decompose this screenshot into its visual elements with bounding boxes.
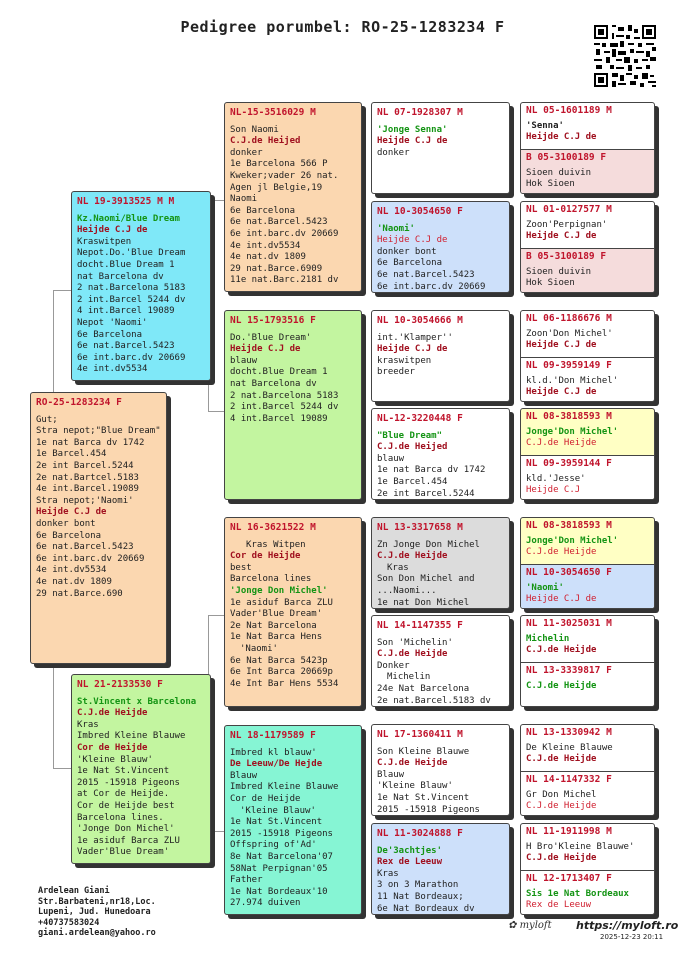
card-line: 1e Barcel.454	[377, 476, 448, 487]
card-reg: NL 17-1360411 M	[377, 729, 463, 740]
gen4-card-2[interactable]	[520, 201, 655, 293]
card-line: 'Senna'	[526, 120, 564, 131]
card-line: 6e int.barc.dv 20669	[377, 281, 486, 292]
gen4-card-4[interactable]	[520, 408, 655, 500]
gen4-card-5[interactable]	[520, 517, 655, 609]
connector-line	[53, 660, 72, 769]
card-line: 'Kleine Blauw'	[240, 805, 316, 816]
owner-contact	[38, 886, 156, 939]
dam-reg: NL 21-2133530 F	[77, 679, 163, 690]
card-line: 27.974 duiven	[230, 898, 301, 909]
card-line: Sis 1e Nat Bordeaux	[526, 888, 629, 899]
card-line: Son Don Michel and	[377, 574, 475, 585]
card-reg: NL 07-1928307 M	[377, 107, 463, 118]
card-line: Hok Sioen	[526, 278, 575, 289]
card-line: 1e Barcel.454	[36, 449, 107, 460]
qr-code-icon	[592, 23, 658, 89]
card-line: kraswitpen	[377, 355, 432, 366]
gen4-card-1[interactable]	[520, 102, 655, 194]
logo-text: myloft	[519, 920, 552, 931]
card-reg: NL 08-3818593 M	[526, 520, 612, 531]
card-line: 'Jonge Don Michel'	[230, 585, 328, 596]
dam-dam-card[interactable]	[224, 725, 362, 915]
card-line: 8e Nat Barcelona'07	[230, 851, 333, 862]
card-line: 1e Nat St.Vincent	[77, 766, 170, 777]
card-line: 4e int.dv5534	[77, 364, 148, 375]
gen3-card-1[interactable]	[371, 102, 510, 194]
card-line: 6e int.barc.dv 20669	[36, 553, 145, 564]
card-line: donker bont	[377, 246, 437, 257]
card-line: 2e Nat Barcelona	[230, 620, 317, 631]
card-line: 'Naomi'	[377, 223, 415, 234]
card-line: 6e Nat Barca 5423p	[230, 655, 328, 666]
card-line: 6e nat.Barcel.5423	[230, 217, 328, 228]
card-line: 4 int.Barcel 19089	[230, 413, 328, 424]
card-reg: NL 16-3621522 M	[230, 522, 316, 533]
card-line: De Leeuw/De Hejde	[230, 759, 323, 770]
card-line: Agen jl Belgie,19	[230, 182, 323, 193]
card-line: De Kleine Blauwe	[526, 742, 613, 753]
card-reg: NL 13-3317658 M	[377, 522, 463, 533]
card-line: 1e asiduf Barca ZLU	[77, 835, 180, 846]
card-line: blauw	[377, 453, 405, 464]
card-line: nat Barcelona dv	[230, 378, 317, 389]
sire-card[interactable]	[71, 191, 211, 381]
card-line: Offspring of'Ad'	[230, 840, 317, 851]
card-line: 4e nat.dv 1809	[36, 576, 112, 587]
card-line: De'3achtjes'	[377, 845, 443, 856]
card-reg: NL 08-3818593 M	[526, 411, 612, 422]
card-line: 6e int.barc.dv 20669	[230, 228, 339, 239]
card-line: Zn Jonge Don Michel	[377, 539, 480, 550]
card-line: 'Kleine Blauw'	[377, 781, 453, 792]
card-line: Nepot.Do.'Blue Dream	[77, 248, 186, 259]
card-line: Jonge'Don Michel'	[526, 426, 619, 437]
card-line: C.J.de Heijde	[526, 645, 597, 656]
card-line: 2e int Barcel.5244	[377, 488, 475, 499]
card-line: 'Jonge Don Michel'	[77, 824, 175, 835]
sire-sire-card[interactable]	[224, 102, 362, 292]
card-line: Kz.Naomi/Blue Dream	[77, 213, 180, 224]
card-line: St.Vincent x Barcelona	[77, 696, 197, 707]
card-line: Cor de Heijde	[230, 793, 301, 804]
gen3-card-5[interactable]	[371, 517, 510, 609]
card-line: C.J.de Heijde	[526, 547, 597, 558]
card-line: Zoon'Don Michel'	[526, 328, 613, 339]
card-reg: NL 14-1147332 F	[526, 774, 612, 785]
card-reg: B 05-3100189 F	[526, 152, 607, 163]
card-line: 4e Int Bar Hens 5534	[230, 678, 339, 689]
gen4-card-8[interactable]	[520, 823, 655, 915]
card-line: Rex de Leeuw	[377, 857, 443, 868]
card-line: 1e Nat Barca Hens	[230, 632, 323, 643]
card-line: Kras	[387, 562, 409, 573]
card-line: breeder	[377, 367, 415, 378]
subject-card[interactable]	[30, 392, 167, 664]
owner-city: Lupeni, Jud. Hunedoara	[38, 907, 151, 918]
card-line: Nepot 'Naomi'	[77, 317, 148, 328]
card-line: Son Naomi	[230, 124, 279, 135]
card-line: 29 nat.Barce.6909	[230, 263, 323, 274]
card-reg: NL 09-3959144 F	[526, 458, 612, 469]
gen4-card-6[interactable]	[520, 615, 655, 707]
card-reg: NL 05-1601189 M	[526, 105, 612, 116]
sire-reg: NL 19-3913525 M M	[77, 196, 175, 207]
card-line: Gr Don Michel	[526, 789, 597, 800]
subject-reg: RO-25-1283234 F	[36, 397, 122, 408]
card-line: Gut;	[36, 414, 58, 425]
card-line: 6e Int Barca 20669p	[230, 667, 333, 678]
card-line: 4e nat.dv 1809	[230, 252, 306, 263]
card-line: 1e Nat St.Vincent	[377, 792, 470, 803]
card-line: 6e Barcelona	[36, 530, 102, 541]
card-line: kl.d.'Don Michel'	[526, 375, 619, 386]
card-reg: NL-12-3220448 F	[377, 413, 463, 424]
card-line: 11e nat.Barc.2181 dv	[230, 275, 339, 286]
card-reg: NL 10-3054650 F	[526, 567, 612, 578]
card-line: 1e nat Barca dv 1742	[36, 437, 145, 448]
card-line: donker	[377, 147, 410, 158]
card-line: 2e int Barcel.5244	[36, 460, 134, 471]
card-line: nat Barcelona dv	[77, 271, 164, 282]
card-line: Vader'Blue Dream'	[77, 847, 170, 858]
card-line: 2e nat.Barcel.5183 dv	[377, 695, 491, 706]
card-reg: NL 18-1179589 F	[230, 730, 316, 741]
card-line: 6e Barcelona	[377, 258, 443, 269]
card-line: 1e Barcelona 566 P	[230, 159, 328, 170]
card-line: 2015 -15918 Pigeons	[377, 804, 480, 815]
card-line: Heijde C.J de	[526, 387, 597, 398]
card-line: Kras	[377, 868, 399, 879]
card-line: Father	[230, 875, 263, 886]
card-line: 6e Barcelona	[230, 205, 296, 216]
card-reg: NL 09-3959149 F	[526, 360, 612, 371]
card-line: C.J.de Heijde	[526, 680, 597, 691]
card-line: 6e Barcelona	[77, 329, 143, 340]
card-reg: NL 13-1330942 M	[526, 727, 612, 738]
card-line: "Blue Dream"	[377, 430, 443, 441]
card-line: C.J.de Heijde	[526, 853, 597, 864]
card-line: 2e nat.Bartcel.5183	[36, 472, 139, 483]
card-reg: NL 13-3339817 F	[526, 665, 612, 676]
card-line: 2015 -15918 Pigeons	[230, 828, 333, 839]
card-reg: NL 14-1147355 F	[377, 620, 463, 631]
card-line: Vader'Blue Dream'	[230, 609, 323, 620]
card-line: C.J.de Heijde	[377, 758, 448, 769]
card-line: Heijde C.J de	[526, 231, 597, 242]
card-line: C.J.de Heijde	[526, 438, 597, 449]
card-reg: NL 06-1186676 M	[526, 313, 612, 324]
card-line: Sioen duivin	[526, 266, 592, 277]
card-line: Hok Sioen	[526, 179, 575, 190]
sire-dam-card[interactable]	[224, 310, 362, 500]
card-line: Heijde C.J de	[230, 344, 301, 355]
card-line: 24e Nat Barcelona	[377, 683, 470, 694]
card-line: C.J.de Heijed	[377, 442, 448, 453]
card-line: 4e int.dv5534	[36, 565, 107, 576]
dam-card[interactable]	[71, 674, 211, 864]
card-line: Heijde C.J de	[377, 235, 448, 246]
card-line: C.J.de Heijde	[526, 754, 597, 765]
card-line: 11 Nat Bordeaux;	[377, 891, 464, 902]
card-line: Heijde C.J	[526, 485, 581, 496]
card-line: 1e nat Barca dv 1742	[377, 465, 486, 476]
card-line: Naomi	[230, 194, 258, 205]
card-reg: B 05-3100189 F	[526, 251, 607, 262]
card-line: Rex de Leeuw	[526, 900, 592, 911]
card-line: Kweker;vader 26 nat.	[230, 170, 339, 181]
card-line: 1e asiduf Barca ZLU	[230, 597, 333, 608]
card-line: Barcelona lines.	[77, 812, 164, 823]
card-line: Stra nepot;'Naomi'	[36, 495, 134, 506]
gen3-card-8[interactable]	[371, 823, 510, 915]
card-line: 1e Nat St.Vincent	[230, 817, 323, 828]
card-line: 'Kleine Blauw'	[77, 754, 153, 765]
card-line: Heijde C.J de	[36, 507, 107, 518]
owner-street: Str.Barbateni,nr18,Loc.	[38, 896, 156, 907]
card-line: 6e nat.Barcel.5423	[77, 341, 175, 352]
gen4-card-3[interactable]	[520, 310, 655, 402]
card-line: Kraswitpen	[77, 236, 132, 247]
card-line: 1e nat Don Michel	[377, 597, 470, 608]
gen3-card-6[interactable]	[371, 615, 510, 707]
gen3-card-4[interactable]	[371, 408, 510, 500]
card-line: donker	[230, 147, 263, 158]
card-reg: NL 11-1911998 M	[526, 826, 612, 837]
card-line: 2 nat.Barcelona 5183	[230, 390, 339, 401]
card-line: 2 nat.Barcelona 5183	[77, 283, 186, 294]
gen3-card-7[interactable]	[371, 724, 510, 816]
card-line: Blauw	[230, 770, 258, 781]
myloft-logo-icon: ✿ myloft	[508, 920, 552, 931]
card-line: Imbred kl blauw'	[230, 747, 317, 758]
card-reg: NL 11-3025031 M	[526, 618, 612, 629]
dam-sire-card[interactable]	[224, 517, 362, 707]
card-line: 58Nat Perpignan'05	[230, 863, 328, 874]
card-line: C.J.de Heijde	[377, 649, 448, 660]
card-line: H Bro'Kleine Blauwe'	[526, 841, 635, 852]
card-line: Donker	[377, 660, 410, 671]
card-line: 2 int.Barcel 5244 dv	[77, 294, 186, 305]
owner-phone: +40737583024	[38, 917, 100, 928]
card-line: Heijde C.J de	[377, 136, 448, 147]
card-reg: NL 11-3024888 F	[377, 828, 463, 839]
gen4-card-7[interactable]	[520, 724, 655, 816]
owner-email[interactable]: giani.ardelean@yahoo.ro	[38, 928, 156, 939]
card-line: 3 on 3 Marathon	[377, 880, 459, 891]
card-line: Cor de Heijde	[77, 742, 148, 753]
card-reg: NL 12-1713407 F	[526, 873, 612, 884]
card-line: kld.'Jesse'	[526, 473, 586, 484]
card-line: 6e nat.Barcel.5423	[36, 542, 134, 553]
card-reg: NL 10-3054666 M	[377, 315, 463, 326]
card-line: C.J.de Heijde	[526, 801, 597, 812]
card-line: 6e nat.Barcel.5423	[377, 269, 475, 280]
page-title: Pedigree porumbel: RO-25-1283234 F	[180, 18, 505, 36]
site-link[interactable]: https://myloft.ro	[576, 919, 679, 932]
gen3-card-2[interactable]	[371, 201, 510, 293]
card-line: best	[230, 562, 252, 573]
card-line: Son Kleine Blauwe	[377, 746, 470, 757]
card-line: 6e int.barc.dv 20669	[77, 352, 186, 363]
card-line: 4e int.dv5534	[230, 240, 301, 251]
card-line: Blauw	[377, 769, 405, 780]
card-line: Heijde C.J de	[77, 225, 148, 236]
card-line: Barcelona lines	[230, 574, 312, 585]
card-line: C.J.de Heijed	[230, 136, 301, 147]
card-reg: NL 10-3054650 F	[377, 206, 463, 217]
card-line: Heijde C.J de	[526, 132, 597, 143]
card-line: Heijde C.J de	[526, 594, 597, 605]
card-line: Jonge'Don Michel'	[526, 535, 619, 546]
card-line: at Cor de Heijde.	[77, 789, 170, 800]
card-line: int.'Klamper''	[377, 332, 453, 343]
card-line: Cor de Heijde best	[77, 800, 175, 811]
card-line: docht.Blue Dream 1	[77, 259, 175, 270]
card-line: 'Naomi'	[240, 643, 278, 654]
card-line: blauw	[230, 355, 258, 366]
card-line: Kras Witpen	[246, 539, 306, 550]
card-line: Son 'Michelin'	[377, 637, 453, 648]
card-line: Do.'Blue Dream'	[230, 332, 312, 343]
card-line: 'Naomi'	[526, 582, 564, 593]
card-line: Zoon'Perpignan'	[526, 219, 608, 230]
card-line: Kras	[77, 719, 99, 730]
card-line: Imbred Kleine Blauwe	[230, 782, 339, 793]
card-line: 1e Nat Bordeaux'10	[230, 886, 328, 897]
card-line: docht.Blue Dream 1	[230, 367, 328, 378]
card-line: Michelin	[387, 672, 431, 683]
card-line: donker bont	[36, 518, 96, 529]
card-line: 29 nat.Barce.690	[36, 588, 123, 599]
gen3-card-3[interactable]	[371, 310, 510, 402]
card-line: Heijde C.J de	[377, 344, 448, 355]
card-line: 2015 -15918 Pigeons	[77, 777, 180, 788]
card-line: Sioen duivin	[526, 167, 592, 178]
card-line: C.J.de Heijde	[77, 708, 148, 719]
card-line: 4 int.Barcel 19089	[77, 306, 175, 317]
print-date: 2025-12-23 20:11	[600, 933, 664, 941]
card-line: 6e Nat Bordeaux dv	[377, 903, 475, 914]
card-line: Stra nepot;"Blue Dream"	[36, 426, 161, 437]
card-reg: NL 01-0127577 M	[526, 204, 612, 215]
card-line: 4e int.Barcel.19089	[36, 484, 139, 495]
owner-name: Ardelean Giani	[38, 886, 110, 896]
card-line: 2 int.Barcel 5244 dv	[230, 402, 339, 413]
card-line: C.J.de Heijde	[377, 551, 448, 562]
card-line: ...Naomi...	[377, 585, 437, 596]
card-reg: NL 15-1793516 F	[230, 315, 316, 326]
card-reg: NL-15-3516029 M	[230, 107, 316, 118]
card-line: Cor de Heijde	[230, 551, 301, 562]
card-line: Michelin	[526, 633, 570, 644]
card-line: 'Jonge Senna'	[377, 124, 448, 135]
card-line: Imbred Kleine Blauwe	[77, 731, 186, 742]
card-line: Heijde C.J de	[526, 340, 597, 351]
